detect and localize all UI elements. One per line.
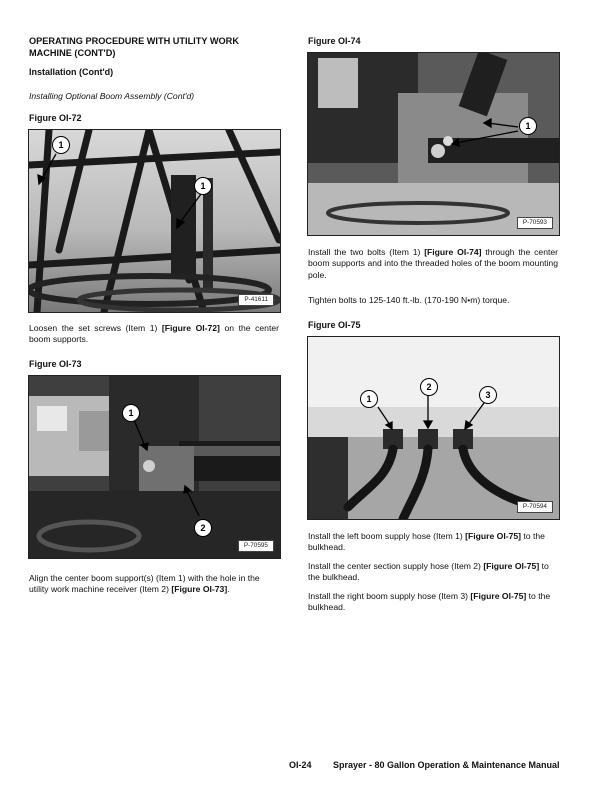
part-number: P-70594: [517, 501, 553, 513]
figure-label-oi-72: Figure OI-72: [29, 113, 82, 123]
callout-1: 1: [52, 136, 70, 154]
section-heading: OPERATING PROCEDURE WITH UTILITY WORK MACHINE (CONT'D): [29, 36, 239, 58]
figure-reference: [Figure OI-75]: [483, 561, 540, 571]
frame-photo-illustration: [29, 130, 280, 312]
photo-figure-oi-74: [307, 52, 560, 236]
figure-reference: [Figure OI-74]: [424, 247, 482, 257]
figure-reference: [Figure OI-73]: [171, 584, 228, 595]
callout-2: 2: [420, 378, 438, 396]
caption-figure-oi-74: Install the two bolts (Item 1) [Figure OI-74] through the center boom supports and into the threaded holes of the boom mounting pole.: [308, 247, 559, 280]
figure-reference: [Figure OI-75]: [470, 591, 527, 601]
manual-title: Sprayer - 80 Gallon Operation & Maintenance Manual: [333, 760, 560, 770]
callout-3: 3: [479, 386, 497, 404]
hoses-photo-illustration: [308, 337, 559, 519]
photo-figure-oi-75: [307, 336, 560, 520]
subsection-heading: Installation (Cont'd): [29, 67, 114, 77]
callout-1: 1: [122, 404, 140, 422]
callout-1: 1: [360, 390, 378, 408]
callout-1: 1: [519, 117, 537, 135]
step-center-section-hose: Install the center section supply hose (Item 2) [Figure OI-75] to the bulkhead.: [308, 561, 549, 583]
bracket-photo-illustration: [29, 376, 280, 558]
italic-subheading: Installing Optional Boom Assembly (Cont'd): [29, 91, 195, 101]
callout-1: 1: [194, 177, 212, 195]
figure-label-oi-75: Figure OI-75: [308, 320, 361, 330]
part-number: P-70595: [238, 540, 274, 552]
caption-figure-oi-73: Align the center boom support(s) (Item 1) with the hole in the utility work machine receiver (Item 2) [Figure OI-73].: [29, 573, 260, 595]
photo-figure-oi-73: [28, 375, 281, 559]
caption-figure-oi-72: Loosen the set screws (Item 1) [Figure OI-72] on the center boom supports.: [29, 323, 279, 345]
figure-reference: [Figure OI-72]: [161, 323, 220, 333]
step-left-boom-hose: Install the left boom supply hose (Item 1) [Figure OI-75] to the bulkhead.: [308, 531, 545, 553]
figure-reference: [Figure OI-75]: [465, 531, 522, 541]
part-number: P-70593: [517, 217, 553, 229]
figure-label-oi-73: Figure OI-73: [29, 359, 82, 369]
step-right-boom-hose: Install the right boom supply hose (Item 3) [Figure OI-75] to the bulkhead.: [308, 591, 551, 613]
callout-2: 2: [194, 519, 212, 537]
part-number: P-41611: [238, 294, 274, 306]
torque-spec: Tighten bolts to 125-140 ft.-lb. (170-190 N•m) torque.: [308, 295, 510, 305]
page-number: OI-24: [289, 760, 312, 770]
bolts-photo-illustration: [308, 53, 559, 235]
figure-label-oi-74: Figure OI-74: [308, 36, 361, 46]
photo-figure-oi-72: [28, 129, 281, 313]
